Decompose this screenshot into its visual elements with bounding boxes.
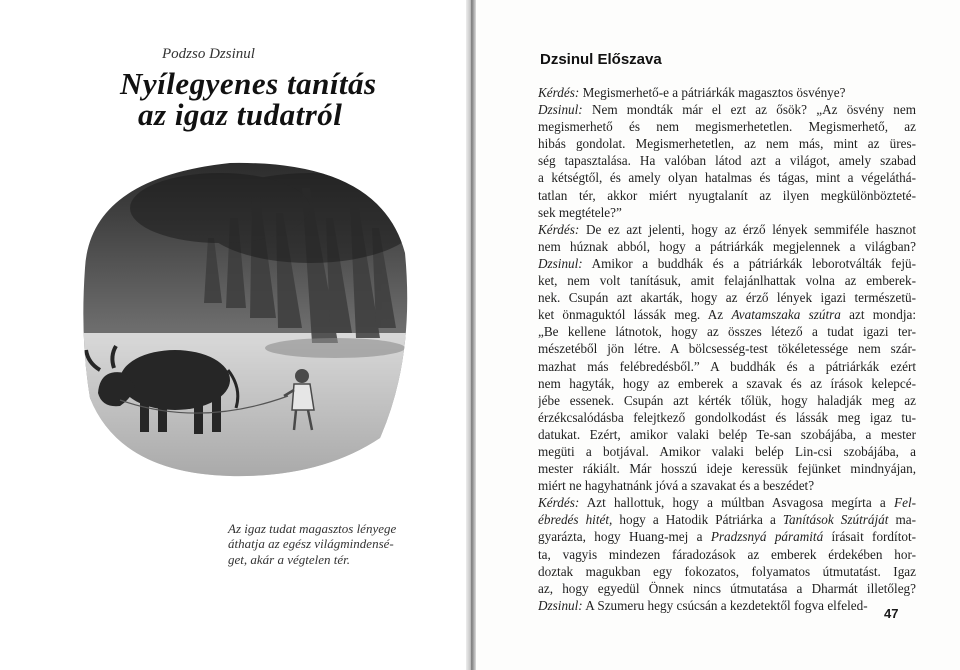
text-segment: ség tapasztalása. Ha valóban látod azt a világot, amely szabad <box>538 153 916 169</box>
italic-segment: Kérdés: <box>538 85 580 100</box>
text-line <box>538 460 916 477</box>
text-line <box>538 84 916 101</box>
italic-segment: Pradzsnyá páramitá <box>710 529 824 545</box>
right-page <box>476 0 960 670</box>
text-line <box>538 477 916 494</box>
text-line <box>538 272 916 289</box>
text-line <box>538 580 916 597</box>
text-line <box>538 152 916 169</box>
text-segment: mester rákiált. Már hosszú ideje keressük fejünket mindnyájan, <box>538 461 916 477</box>
text-segment: mészetéből jön létre. A bölcsesség-test tökéletessége nem szár- <box>538 341 916 357</box>
italic-segment: Avatamszaka szútra <box>731 307 841 323</box>
text-line <box>538 135 916 152</box>
italic-segment: Fel- <box>894 495 916 511</box>
text-segment: nek. Csupán azt akarták, hogy az érző lények igazi természetü- <box>538 290 916 306</box>
text-segment: jébe essenek. Csupán azt kérték tőlük, hogy haladják meg az <box>538 392 916 408</box>
text-segment: ta, vagyis mindezen fáradozások az emberek érdekében hor- <box>538 546 916 562</box>
title-line-2: az igaz tudatról <box>138 97 343 132</box>
text-line <box>538 409 916 426</box>
text-segment: Amikor a buddhák és a pátriárkák leborotválták fejü- <box>582 255 916 271</box>
chapter-title: Dzsinul Előszava <box>540 51 662 68</box>
text-segment: gyarázta, hogy Huang-mej a <box>538 529 711 545</box>
illustration-caption <box>228 521 428 567</box>
text-line <box>538 340 916 357</box>
text-segment: megismerhető és nem megismerhetetlen. Megismerhető, az <box>538 119 916 135</box>
text-segment: tatlan tér, akkor miért nyugtalanít az ilyen megkülönbözteté- <box>538 187 916 203</box>
caption-line: get, akár a végtelen tér. <box>228 551 351 567</box>
text-segment: érzékcsalódásba felejtkező gondolkodást és lássák meg igaz tu- <box>538 409 916 425</box>
text-line <box>538 443 916 460</box>
text-line <box>538 494 916 511</box>
italic-segment: Tanítások Szútráját <box>782 512 889 528</box>
text-segment: Azt hallottuk, hogy a múltban Asvagosa megírta a <box>579 495 895 511</box>
text-line <box>538 392 916 409</box>
text-line <box>538 358 916 375</box>
text-segment: ket, nem volt tanításuk, amit felajánlhattak volna az emberek- <box>538 273 916 289</box>
text-segment: sek megtétele?” <box>538 204 622 220</box>
caption-line: áthatja az egész világmindensé- <box>228 536 394 552</box>
italic-segment: Dzsinul: <box>538 102 583 118</box>
text-segment: nem húznak abból, hogy a pátriárkák megjelennek a világban? <box>538 238 916 254</box>
text-segment: Nem mondták már el ezt az ősök? „Az ösvény nem <box>582 102 916 118</box>
text-line <box>538 546 916 563</box>
text-line <box>538 426 916 443</box>
text-line <box>538 528 916 545</box>
text-segment: az, hogy egyedül Önnek nincs útmutatása a Dharmát illetőleg? <box>538 580 916 596</box>
text-segment: írásait fordítot- <box>823 529 916 545</box>
text-segment: hibás gondolat. Megismerhetetlen, az nem más, mint az üres- <box>538 136 916 152</box>
title-line-1: Nyílegyenes tanítás <box>120 66 377 101</box>
author-name: Podzso Dzsinul <box>162 46 255 62</box>
text-segment: De ez azt jelenti, hogy az érző lények semmiféle hasznot <box>579 221 916 237</box>
italic-segment: Kérdés: <box>538 221 580 237</box>
left-page <box>0 0 466 670</box>
text-line <box>538 289 916 306</box>
text-line <box>538 563 916 580</box>
page-number: 47 <box>884 606 899 621</box>
text-line <box>538 221 916 238</box>
text-segment: megüti a botjával. Amikor valaki belép Lin-csi szobájába, a <box>538 443 916 459</box>
text-line <box>538 323 916 340</box>
text-segment: doztak magukban egy fokozatos, folyamatos útmutatást. Igaz <box>538 563 916 579</box>
text-segment: Megismerhető-e a pátriárkák magasztos ösvénye? <box>579 85 846 100</box>
text-line <box>538 204 916 221</box>
text-line <box>538 511 916 528</box>
text-segment: A Szumeru hegy csúcsán a kezdetektől fogva elfeled- <box>582 597 868 613</box>
caption-line: Az igaz tudat magasztos lényege <box>228 521 397 536</box>
text-segment: miért ne hagyhatnánk jóvá a szavakat és a beszédet? <box>538 478 815 494</box>
italic-segment: Dzsinul: <box>538 255 583 271</box>
text-line <box>538 101 916 118</box>
body-text <box>538 84 916 614</box>
text-line <box>538 169 916 186</box>
text-segment: azt mondja: <box>840 307 916 323</box>
ox-herding-illustration <box>80 158 410 478</box>
italic-segment: Kérdés: <box>538 495 580 511</box>
text-segment: „Be kellene látnotok, hogy az összes létező a tudat igazi ter- <box>538 324 916 340</box>
text-line <box>538 597 916 614</box>
italic-segment: ébredés hitét, <box>538 512 613 528</box>
text-line <box>538 238 916 255</box>
book-title <box>120 68 380 130</box>
text-segment: nem hagyták, hogy az emberek a szavak és az írások kelepcé- <box>538 375 916 391</box>
book-spine-gutter <box>466 0 476 670</box>
text-segment: ket önmaguktól lássák meg. Az <box>538 307 732 323</box>
text-line <box>538 187 916 204</box>
text-segment: ma- <box>888 512 916 528</box>
text-line <box>538 118 916 135</box>
text-segment: datukat. Ezért, amikor valaki belép Te-san szobájába, a mester <box>538 426 916 442</box>
text-line <box>538 306 916 323</box>
text-segment: hogy a Hatodik Pátriárka a <box>612 512 783 528</box>
text-segment: a kétségtől, és amely olyan hatalmas és tágas, mint a végeláthá- <box>538 170 916 186</box>
text-line <box>538 255 916 272</box>
italic-segment: Dzsinul: <box>538 597 583 613</box>
text-line <box>538 375 916 392</box>
text-segment: mazhat más felébredésből.” A buddhák és a pátriárkák ezért <box>538 358 916 374</box>
